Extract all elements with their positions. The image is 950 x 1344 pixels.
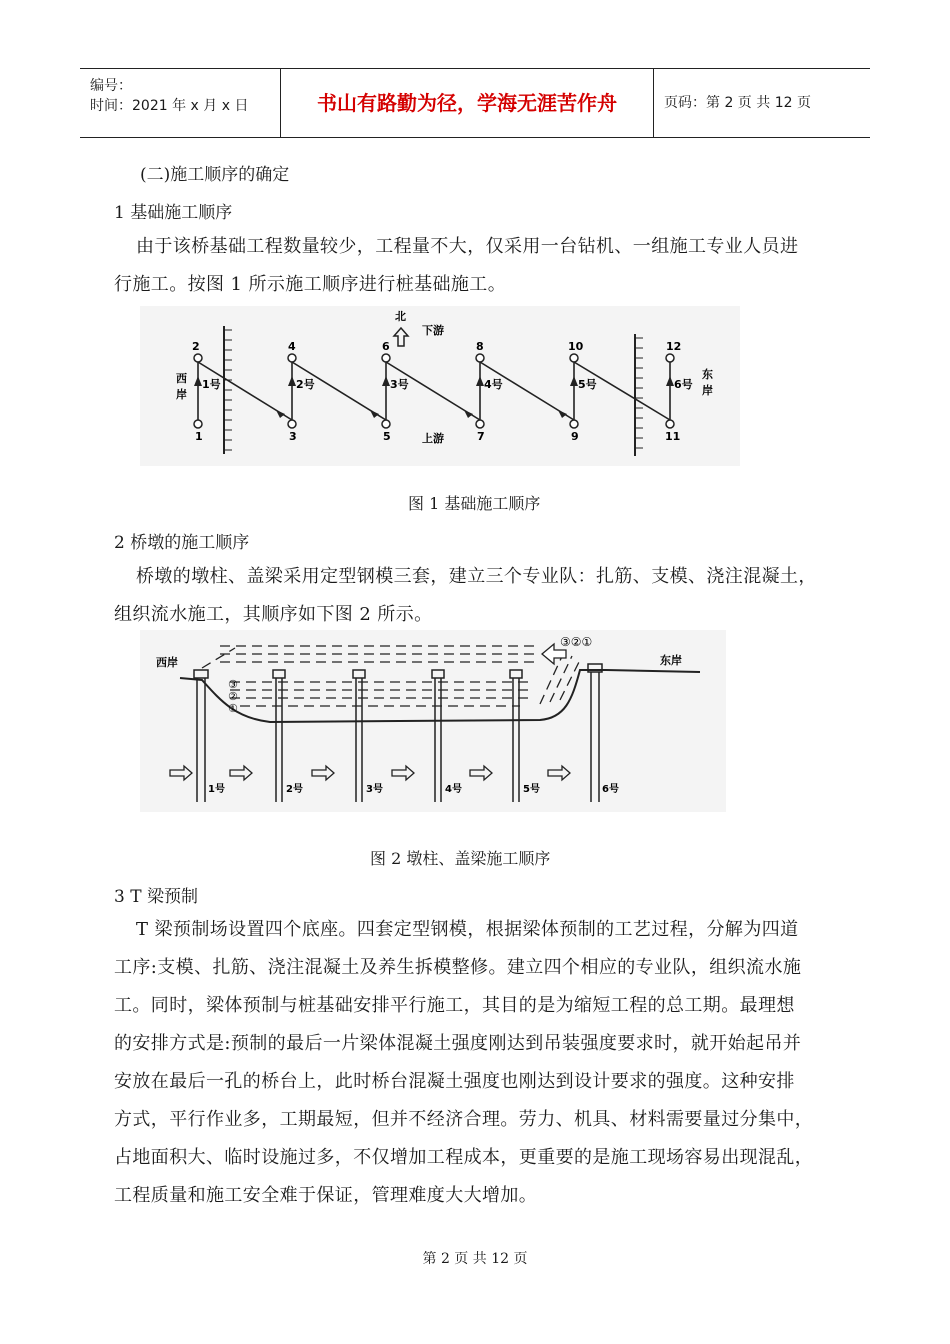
fig1-bottom-num: 7: [477, 430, 485, 443]
fig1-west-bank-2: 岸: [176, 388, 187, 401]
fig1-east-bank-2: 岸: [702, 384, 713, 397]
fig2-east-bank-label: 东岸: [660, 654, 682, 667]
paragraph-3-line: 占地面积大、临时设施过多，不仅增加工程成本，更重要的是施工现场容易出现混乱，: [114, 1147, 814, 1168]
fig2-pier-label: 6号: [602, 784, 619, 795]
paragraph-1-line-1: 由于该桥基础工程数量较少，工程量不大，仅采用一台钻机、一组施工专业人员进: [136, 236, 799, 257]
fig1-bottom-num: 9: [571, 430, 579, 443]
fig1-west-bank-1: 西: [176, 372, 187, 385]
paragraph-2-line-1: 桥墩的墩柱、盖梁采用定型钢模三套，建立三个专业队：扎筋、支模、浇注混凝土，: [136, 566, 817, 587]
fig1-pile-label: 6号: [674, 378, 693, 391]
paragraph-3-line: 工程质量和施工安全难于保证，管理难度大大增加。: [114, 1185, 538, 1206]
subsection-1-title: 1 基础施工顺序: [114, 203, 233, 223]
fig1-pile-label: 5号: [578, 378, 597, 391]
fig2-pier-label: 3号: [366, 784, 383, 795]
page-footer: 第 2 页 共 12 页: [422, 1251, 528, 1267]
doc-time-label: 时间：2021 年 x 月 x 日: [90, 98, 249, 114]
subsection-3-title: 3 T 梁预制: [114, 887, 198, 907]
paragraph-3-line: 安放在最后一孔的桥台上，此时桥台混凝土强度也刚达到设计要求的强度。这种安排: [114, 1071, 795, 1092]
fig2-pier-label: 5号: [523, 784, 540, 795]
fig1-north-label: 北: [395, 310, 406, 323]
fig2-pier-label: 2号: [286, 784, 303, 795]
fig1-top-num: 12: [666, 340, 682, 353]
fig1-downstream-label: 下游: [422, 324, 444, 337]
page-header: [80, 68, 870, 138]
header-meta: [80, 69, 281, 137]
header-motto: 书山有路勤为径，学海无涯苦作舟: [281, 69, 654, 137]
fig1-top-num: 6: [382, 340, 390, 353]
fig1-pile-label: 4号: [484, 378, 503, 391]
section-title: (二)施工顺序的确定: [140, 165, 290, 185]
figure-2-caption: 图 2 墩柱、盖梁施工顺序: [370, 849, 551, 868]
fig1-pile-label: 2号: [296, 378, 315, 391]
process-arrows-icon: [170, 766, 570, 780]
north-arrow-icon: [394, 328, 408, 346]
figure-1-caption: 图 1 基础施工顺序: [408, 494, 541, 513]
fig1-top-num: 2: [192, 340, 200, 353]
paragraph-3-line: 工序:支模、扎筋、浇注混凝土及养生拆模整修。建立四个相应的专业队，组织流水施: [114, 957, 802, 978]
fig2-step-circles: ③②①: [560, 635, 593, 649]
fig1-pile-label: 3号: [390, 378, 409, 391]
paragraph-3-line: 工。同时，梁体预制与桩基础安排平行施工，其目的是为缩短工程的总工期。最理想: [114, 995, 795, 1016]
fig2-step-3: ③: [228, 678, 238, 691]
fig1-bottom-num: 1: [195, 430, 203, 443]
fig1-pile-label: 1号: [202, 378, 221, 391]
paragraph-3-line: T 梁预制场设置四个底座。四套定型钢模，根据梁体预制的工艺过程，分解为四道: [136, 919, 799, 940]
figure-2-pier-sequence: [140, 630, 726, 812]
fig1-top-num: 4: [288, 340, 296, 353]
fig2-pier-label: 4号: [445, 784, 462, 795]
fig1-east-bank-1: 东: [702, 368, 713, 381]
fig2-pier-label: 1号: [208, 784, 225, 795]
paragraph-2-line-2: 组织流水施工，其顺序如下图 2 所示。: [114, 604, 433, 625]
fig2-step-2: ②: [228, 690, 238, 703]
fig1-top-num: 8: [476, 340, 484, 353]
fig2-step-1: ①: [228, 702, 238, 715]
paragraph-3-line: 方式，平行作业多，工期最短，但并不经济合理。劳力、机具、材料需要量过分集中，: [114, 1109, 814, 1130]
doc-number-label: 编号：: [90, 78, 132, 94]
fig1-top-num: 10: [568, 340, 584, 353]
fig1-bottom-num: 5: [383, 430, 391, 443]
fig1-bottom-num: 3: [289, 430, 297, 443]
fig1-upstream-label: 上游: [422, 432, 444, 445]
paragraph-1-line-2: 行施工。按图 1 所示施工顺序进行桩基础施工。: [114, 274, 507, 295]
figure-1-foundation-sequence: [140, 306, 740, 466]
header-page-info: 页码：第 2 页 共 12 页: [664, 95, 811, 111]
fig2-west-bank-label: 西岸: [156, 656, 178, 669]
paragraph-3-line: 的安排方式是:预制的最后一片梁体混凝土强度刚达到吊装强度要求时，就开始起吊并: [114, 1033, 802, 1054]
subsection-2-title: 2 桥墩的施工顺序: [114, 533, 250, 553]
fig1-bottom-num: 11: [665, 430, 681, 443]
